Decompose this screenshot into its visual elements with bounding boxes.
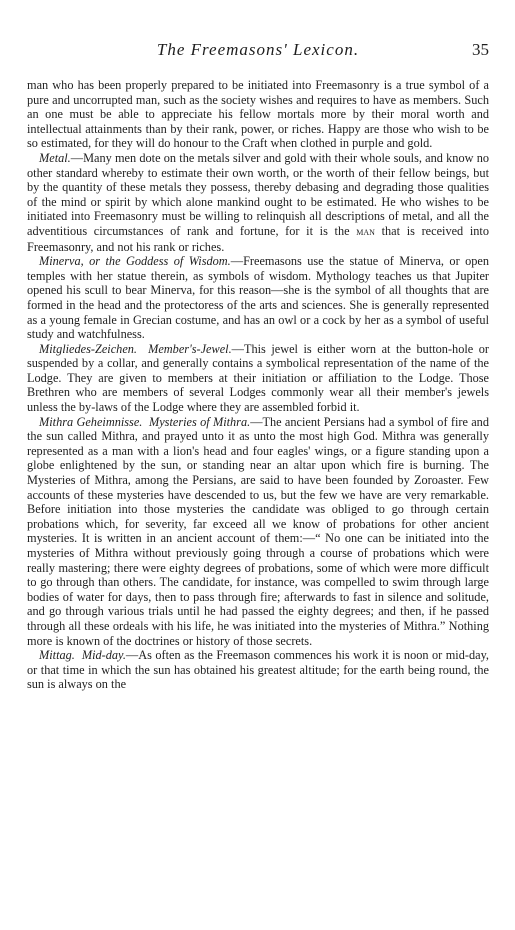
- entry-metal-smallcaps: man: [356, 225, 375, 238]
- entry-minerva-headword: Minerva, or the Goddess of Wisdom.: [39, 254, 231, 269]
- entry-metal-text: —Many men dote on the metals silver and gold with their whole souls, and know no other standard whereby to estimate their own worth, or the worth of their fellow beings, but by the quantity of these metals they possess, thereby debasing and degrading those qualities of the mind or spirit by which alone mankind ought to be estimated. He who wishes to be initiated into Freemasonry must be willing to relinquish all descriptions of metal, and all the adventitious circumstances of rank and fortune, for it is the: [27, 150, 489, 238]
- entry-mittag-headword-en: Mid-day.: [81, 648, 126, 663]
- entry-mitgliedes-text: —This jewel is either worn at the button-hole or suspended by a collar, and generally contains a symbolical representation of the name of the Lodge. They are given to members at their initiation or affiliation to the Lodge. Those Brethren who are members of several Lodges commonly wear all their member's jewels unless the by-laws of the Lodge where they are assembled forbid it.: [27, 341, 489, 415]
- intro-text: man who has been properly prepared to be initiated into Freemasonry is a true symbol of a pure and uncorrupted man, such as the society wishes and requires to have as members. Such an one must be able to appreciate his fellow mortals more by their moral worth and intellectual attainments than by their rank, power, or riches. Happy are those who wish to be so estimated, for they will do honour to the Craft when clothed in purple and gold.: [27, 78, 489, 151]
- paragraph-intro: [27, 78, 489, 151]
- running-title: The Freemasons' Lexicon.: [156, 40, 360, 59]
- entry-metal-headword: Metal.: [39, 150, 71, 165]
- entry-mitgliedes: [27, 342, 489, 415]
- page-number: 35: [472, 40, 489, 59]
- entry-minerva: [27, 254, 489, 342]
- entry-metal-text-end: that is received into Freemasonry, and not his rank or riches.: [27, 223, 489, 254]
- entry-mitgliedes-headword-en: Member's-Jewel.: [148, 341, 232, 356]
- entry-minerva-text: —Freemasons use the statue of Minerva, or open temples with her statue therein, as symbols of wisdom. Mythology teaches us that Jupiter opened his scull to bear Minerva, for this reason—she is the symbol of all thoughts that are formed in the head and the protectoress of the arts and sciences. She is generally represented as a young female in Grecian costume, and has an owl or a cock by her as a symbol of useful study and watchfulness.: [27, 254, 489, 342]
- entry-mithra-headword-en: Mysteries of Mithra.: [148, 414, 251, 429]
- running-head: [27, 40, 489, 64]
- body-text: [27, 78, 489, 692]
- entry-mittag-headword: Mittag.: [39, 648, 75, 663]
- entry-mithra: [27, 415, 489, 649]
- entry-mithra-text: —The ancient Persians had a symbol of fire and the sun called Mithra, and prayed unto it as unto the most high God. Mithra was generally represented as a man with a lion's head and four eagles' wings, or a figure standing upon a globe enlightened by the sun, or standing near an altar upon which fire is burning. The Mysteries of Mithra, among the Persians, are said to have been founded by Zoroaster. Few accounts of these mysteries have descended to us, but the few we have are very remarkable. Before initiation into those mysteries the candidate was obliged to go through certain probations which, for severity, far exceed all we know of probations for other ancient mysteries. It is written in an ancient account of them:—“ No one can be initiated into the mysteries of Mithra without previously going through a course of probations which were really mastering; there were eighty degrees of probations, some of which were more difficult to go through than others. The candidate, for instance, was compelled to swim through large bodies of water for days, then to pass through fire; afterwards to fast in silence and solitude, and go through various trials until he had passed the eighty degrees; and then, if he passed through all these ordeals with his life, he was initiated into the mysteries of Mithra.” Nothing more is known of the doctrines or history of those secrets.: [27, 414, 489, 648]
- entry-mitgliedes-headword: Mitgliedes-Zeichen.: [39, 341, 138, 356]
- entry-mithra-headword: Mithra Geheimnisse.: [39, 414, 143, 429]
- entry-mittag-text: —As often as the Freemason commences his work it is noon or mid-day, or that time in which the sun has obtained his greatest altitude; for the earth being round, the sun is always on the: [27, 648, 489, 692]
- book-page: [27, 40, 489, 920]
- entry-metal: [27, 151, 489, 254]
- entry-mittag: [27, 648, 489, 692]
